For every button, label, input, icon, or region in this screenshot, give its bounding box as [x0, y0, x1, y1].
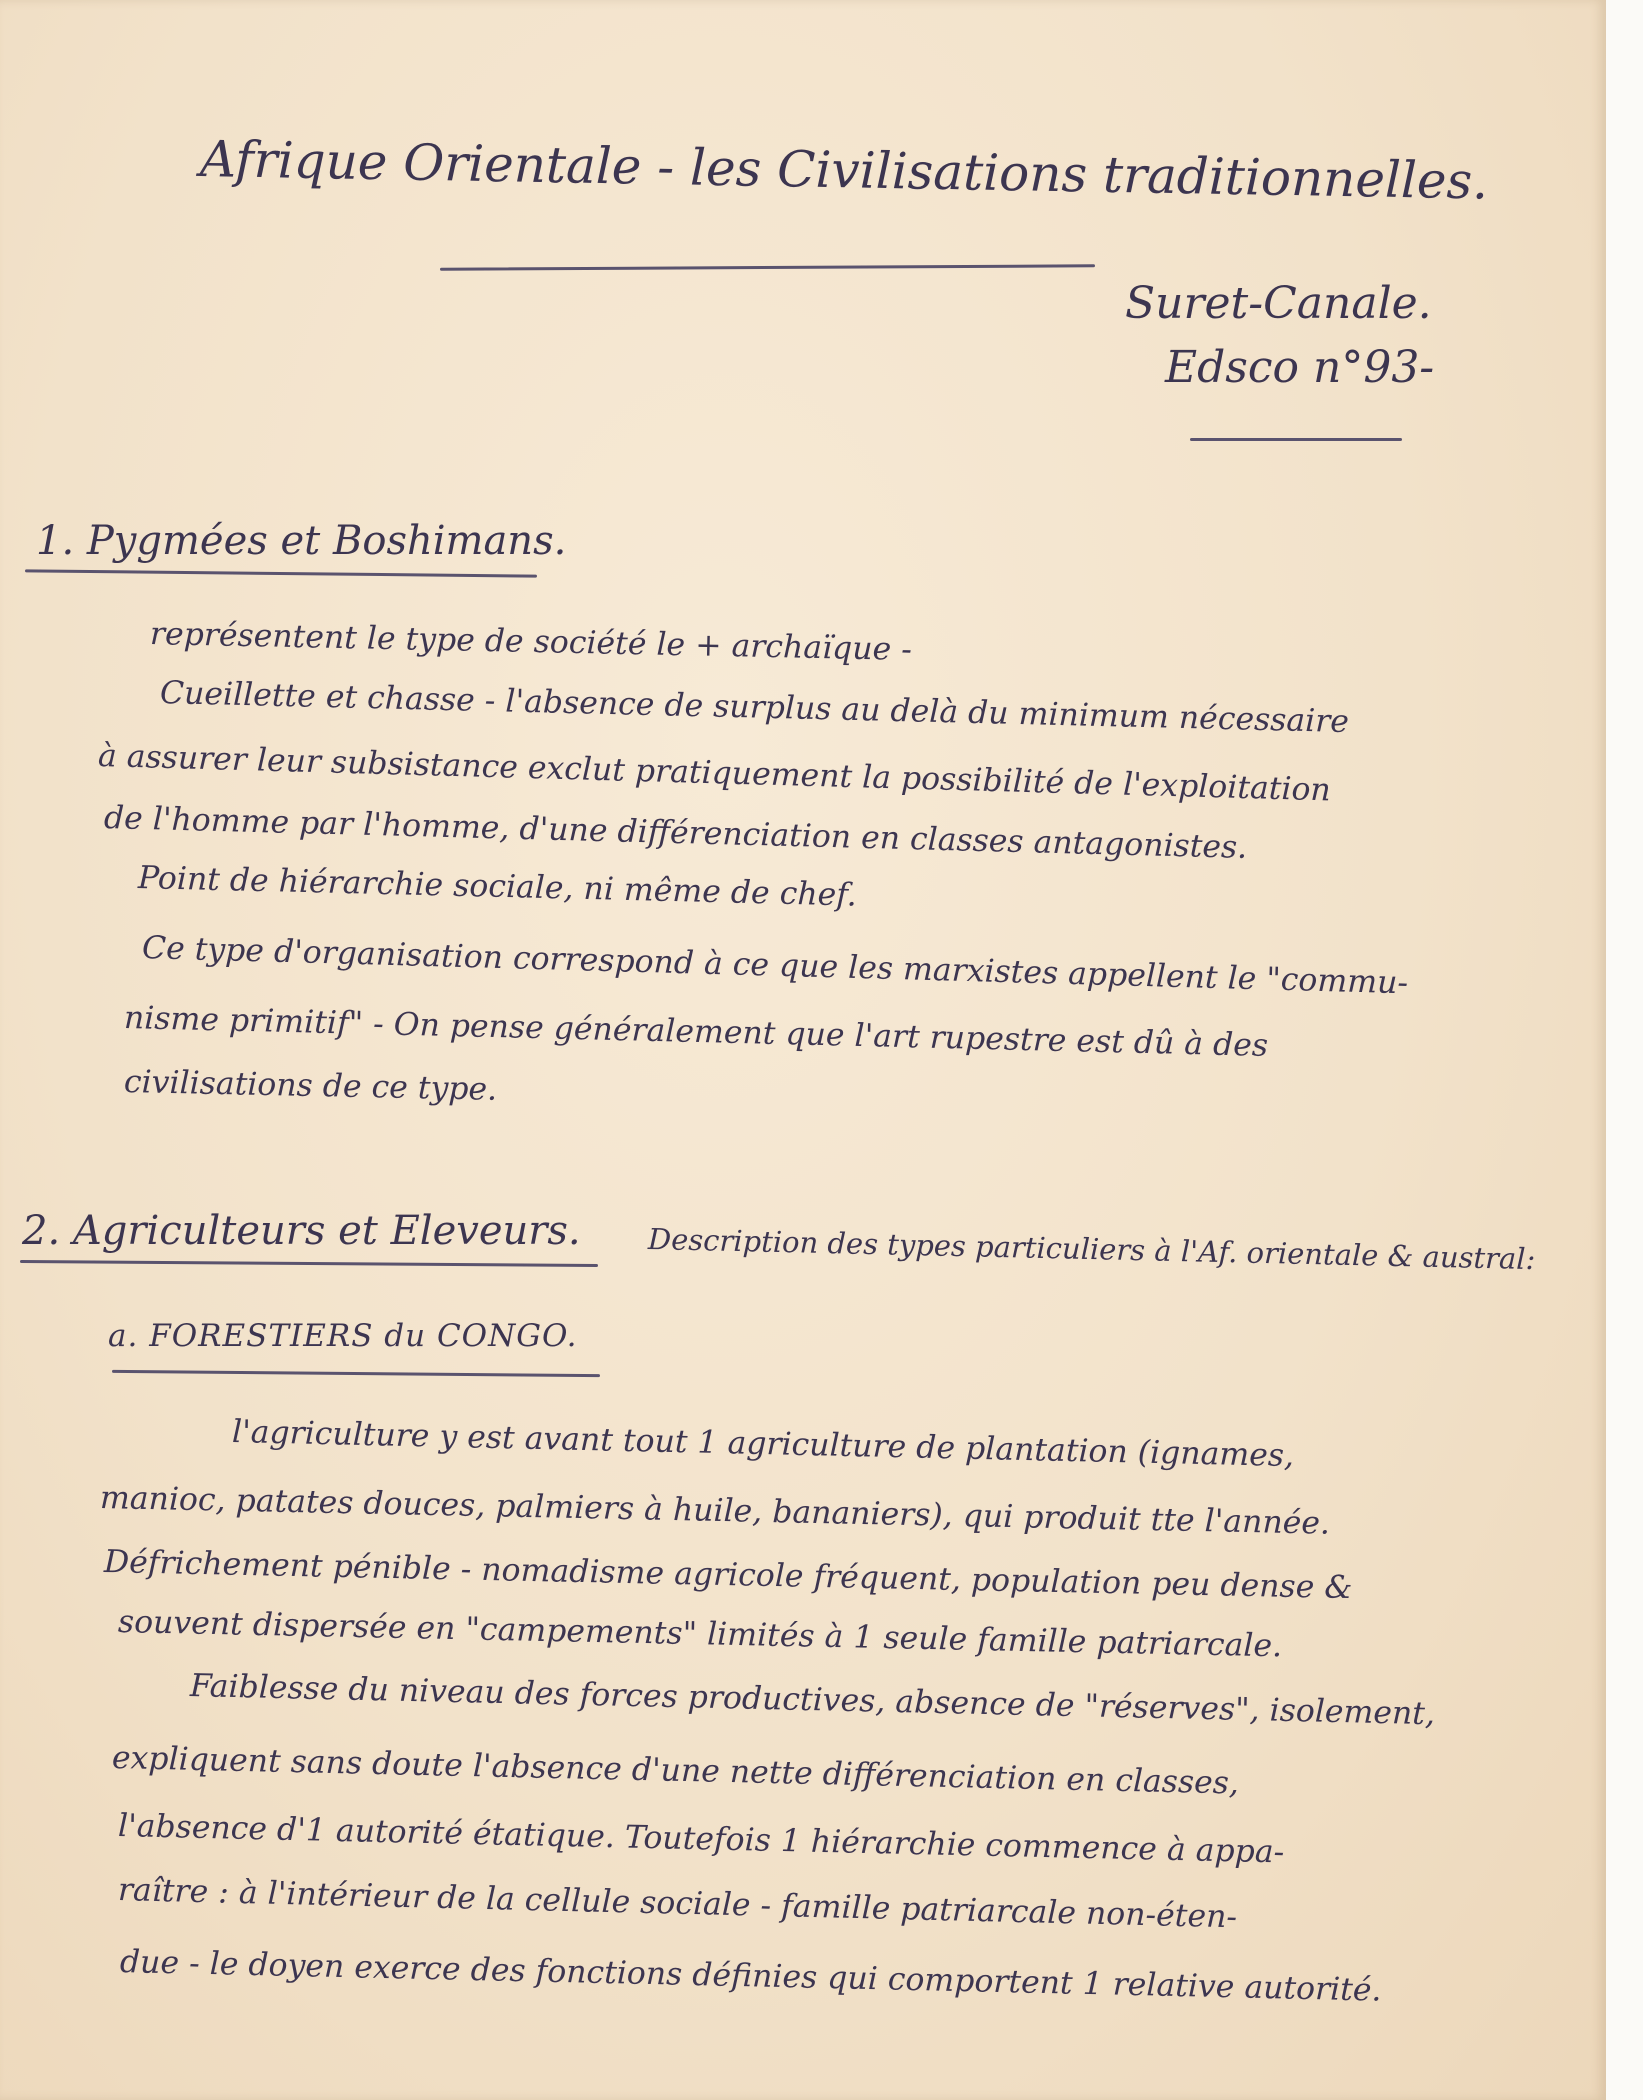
section-1-line: de l'homme par l'homme, d'une différenciation en classes antagonistes.	[103, 800, 1248, 866]
section-1-line: Ce type d'organisation correspond à ce que les marxistes appellent le "commu-	[141, 930, 1409, 1002]
edition-underline	[1190, 438, 1402, 441]
section-1-line: représentent le type de société le + archaïque -	[149, 616, 913, 668]
edition: Edsco n°93-	[1165, 342, 1435, 393]
subsection-a-line: raître : à l'intérieur de la cellule sociale - famille patriarcale non-éten-	[117, 1872, 1238, 1936]
subsection-a-line: Faiblesse du niveau des forces productives, absence de "réserves", isolement,	[189, 1668, 1436, 1733]
author: Suret-Canale.	[1125, 278, 1432, 329]
page-title: Afrique Orientale - les Civilisations traditionnelles.	[199, 130, 1489, 211]
section-1-line: nisme primitif" - On pense généralement que l'art rupestre est dû à des	[123, 1000, 1269, 1064]
subsection-a-line: manioc, patates douces, palmiers à huile, bananiers), qui produit tte l'année.	[99, 1480, 1331, 1542]
section-2-note: Description des types particuliers à l'Af. orientale & austral:	[647, 1222, 1536, 1277]
section-1-line: Point de hiérarchie sociale, ni même de chef.	[137, 860, 858, 914]
section-1-line: civilisations de ce type.	[123, 1064, 498, 1108]
subsection-a-line: l'absence d'1 autorité étatique. Toutefois 1 hiérarchie commence à appa-	[117, 1808, 1285, 1871]
subsection-a-line: due - le doyen exerce des fonctions définies qui comportent 1 relative autorité.	[119, 1944, 1382, 2009]
subsection-a-line: l'agriculture y est avant tout 1 agriculture de plantation (ignames,	[231, 1414, 1295, 1475]
subsection-a-line: Défrichement pénible - nomadisme agricole fréquent, population peu dense &	[103, 1544, 1353, 1607]
page-background-edge	[1606, 0, 1643, 2100]
section-1-line: Cueillette et chasse - l'absence de surplus au delà du minimum nécessaire	[159, 675, 1350, 741]
subsection-a-heading: a. FORESTIERS du CONGO.	[108, 1318, 578, 1354]
section-1-line: à assurer leur subsistance exclut pratiquement la possibilité de l'exploitation	[97, 738, 1332, 809]
section-1-heading: 1. Pygmées et Boshimans.	[36, 518, 567, 564]
subsection-a-line: expliquent sans doute l'absence d'une nette différenciation en classes,	[111, 1740, 1240, 1802]
section-2-heading: 2. Agriculteurs et Eleveurs.	[22, 1208, 581, 1254]
subsection-a-line: souvent dispersée en "campements" limités à 1 seule famille patriarcale.	[117, 1604, 1283, 1665]
